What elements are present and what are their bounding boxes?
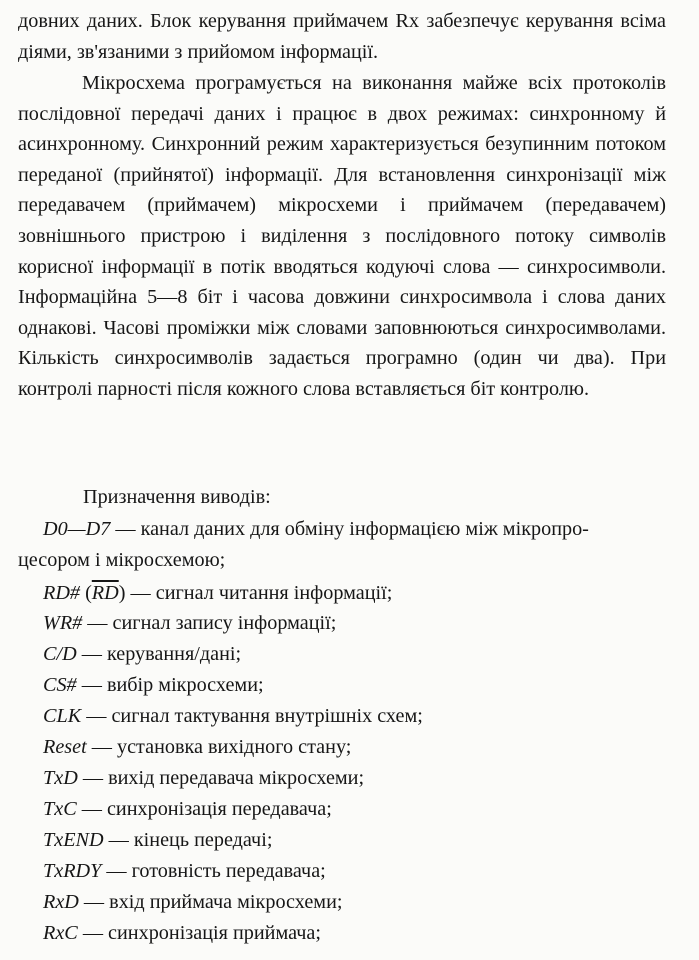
pin-item-rxd — [43, 887, 671, 918]
paragraph-top: довних даних. Блок керування приймачем Rx забезпечує керування всіма діями, зв'язаними з прийомом інформації. — [18, 10, 666, 63]
pin-item-wr — [43, 608, 671, 639]
pin-name: TxEND — [43, 829, 104, 851]
pin-item-rxc — [43, 918, 671, 949]
pin-desc: — сигнал читання інформації; — [125, 582, 393, 604]
pin-desc: — вихід передавача мікросхеми; — [77, 767, 365, 789]
pin-desc: — синхронізація передавача; — [76, 798, 332, 820]
pin-item-txc — [43, 794, 671, 825]
pin-item-cd — [43, 639, 671, 670]
pin-item-txrdy — [43, 856, 671, 887]
pin-desc: — канал даних для обміну інформацією між мікропро- — [110, 518, 589, 540]
pin-name: Reset — [43, 736, 87, 758]
pin-item-txend — [43, 825, 671, 856]
paragraph-main: Мікросхема програмується на виконання майже всіх протоколів послідовної передачі даних і працює в двох режимах: синхронному й асинхронному. Синхронний режим характеризується безупинним потоком переданої (прийнятої) інформації. Для встановлення синхронізації між передавачем (приймачем) мікросхеми і приймачем (передавачем) зовнішнього пристрою і виділення з послідовного потоку символів корисної інформації в потік вводяться кодуючі слова — синхросимволи. Інформаційна 5—8 біт і часова довжини синхросимвола і слова даних однакові. Часові проміжки між словами заповнюються синхросимволами. Кількість синхросимволів задається програмно (один чи два). При контролі парності після кожного слова вставляється біт контролю. — [18, 72, 666, 400]
pin-desc: — готовність передавача; — [101, 860, 326, 882]
pin-desc: — сигнал запису інформації; — [82, 612, 337, 634]
pin-name: CS# — [43, 674, 77, 696]
pin-name: TxD — [43, 767, 78, 789]
pins-heading: Призначення виводів: — [83, 486, 271, 508]
pin-desc: — вибір мікросхеми; — [76, 674, 264, 696]
pin-desc: — установка вихідного стану; — [86, 736, 352, 758]
pin-desc: — кінець передачі; — [103, 829, 273, 851]
pin-item-txd — [43, 763, 671, 794]
pin-name-alt: $\overline{RD}$ — [91, 582, 119, 604]
pin-name: RxD — [43, 891, 79, 913]
pin-desc: — керування/дані; — [76, 643, 242, 665]
pin-desc: — сигнал тактування внутрішніх схем; — [81, 705, 423, 727]
pin-desc: — вхід приймача мікросхеми; — [78, 891, 343, 913]
pin-desc: — синхронізація приймача; — [77, 922, 322, 944]
pin-name: TxC — [43, 798, 77, 820]
pin-item-cs — [43, 670, 671, 701]
pin-desc-continuation: цесором і мікросхемою; — [18, 548, 226, 571]
pin-item-rd: RD# $(\overline{RD})$ — сигнал читання інформації; — [43, 582, 393, 604]
pin-name: C/D — [43, 643, 77, 665]
pin-name: CLK — [43, 705, 82, 727]
pin-name: TxRDY — [43, 860, 102, 882]
pin-name: WR# — [43, 612, 83, 634]
pin-item-reset — [43, 732, 671, 763]
pin-name: RD# — [43, 582, 81, 604]
pin-name: RxC — [43, 922, 78, 944]
pin-item-clk — [43, 701, 671, 732]
pin-item-d0-d7 — [18, 514, 671, 575]
pin-name: D0—D7 — [43, 518, 111, 540]
